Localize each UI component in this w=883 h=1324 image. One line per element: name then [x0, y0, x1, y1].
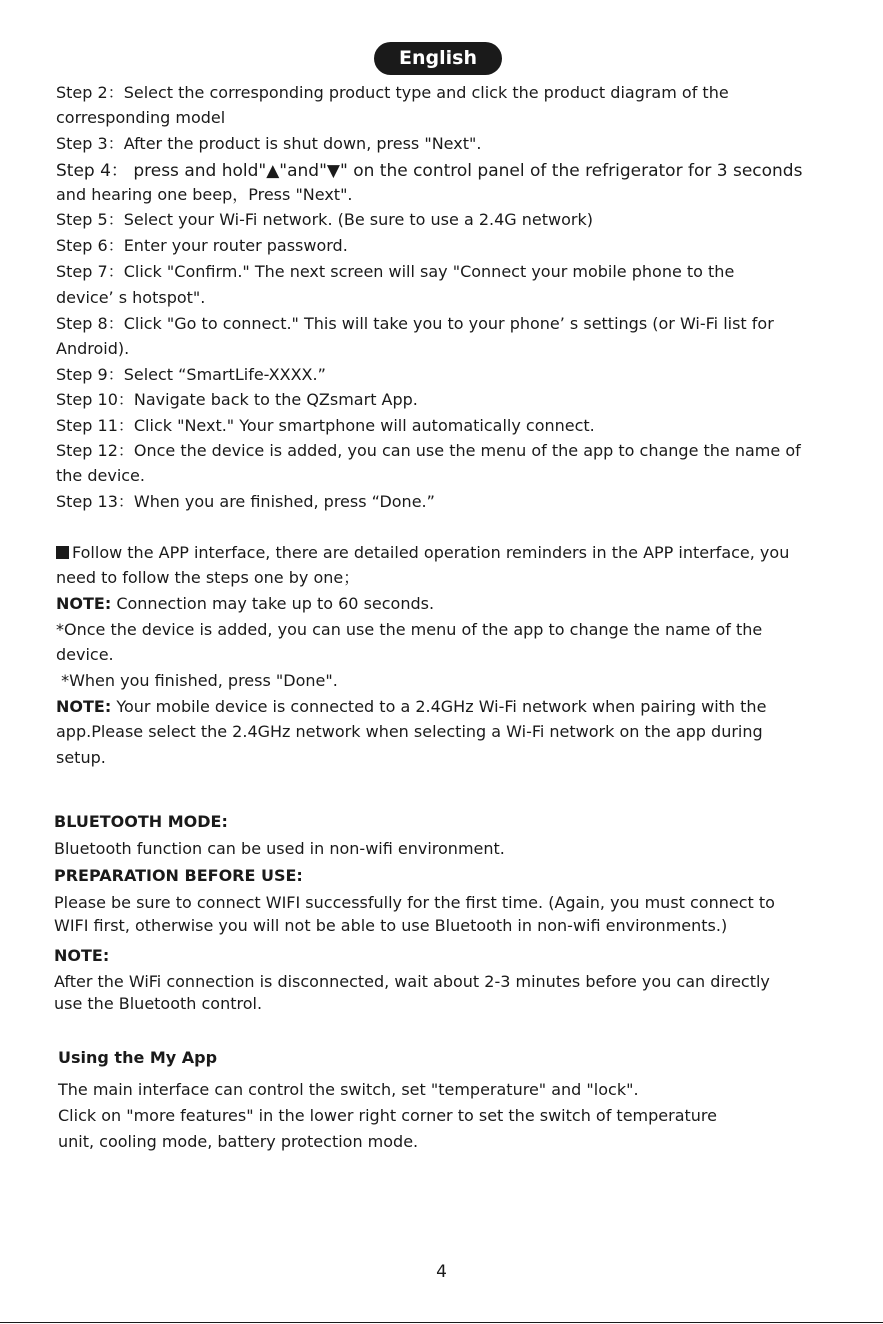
app-line-2: Click on "more features" in the lower right corner to set the switch of temperature — [58, 1106, 717, 1125]
note-network-line-1 — [56, 697, 766, 717]
bluetooth-line: Bluetooth function can be used in non-wifi environment. — [54, 839, 505, 858]
step-4-line-2: and hearing one beep，Press "Next". — [56, 185, 353, 204]
step-12-line-2: the device. — [56, 466, 145, 485]
step-2-line-1: Step 2：Select the corresponding product type and click the product diagram of the — [56, 83, 729, 102]
preparation-line-1: Please be sure to connect WIFI successfully for the first time. (Again, you must connect to — [54, 893, 775, 912]
note-label: NOTE: — [56, 594, 112, 613]
step-12-line-1: Step 12：Once the device is added, you can use the menu of the app to change the name of — [56, 441, 801, 460]
bluetooth-note-line-1: After the WiFi connection is disconnected, wait about 2-3 minutes before you can directly — [54, 972, 770, 991]
step-5-line: Step 5：Select your Wi-Fi network. (Be sure to use a 2.4G network) — [56, 210, 593, 229]
once-line-2: device. — [56, 645, 114, 664]
app-line-1: The main interface can control the switch, set "temperature" and "lock". — [58, 1080, 639, 1099]
language-badge: English — [374, 42, 502, 75]
when-finished-line: *When you finished, press "Done". — [56, 671, 338, 690]
note-label: NOTE: — [56, 697, 112, 716]
step-7-line-2: device’ s hotspot". — [56, 288, 206, 307]
step-8-line-1: Step 8：Click "Go to connect." This will take you to your phone’ s settings (or Wi-Fi list for — [56, 314, 774, 333]
bluetooth-note-heading: NOTE: — [54, 946, 110, 965]
app-line-3: unit, cooling mode, battery protection mode. — [58, 1132, 419, 1151]
bluetooth-note-line-2: use the Bluetooth control. — [54, 994, 263, 1013]
step-13-line: Step 13：When you are finished, press “Done.” — [56, 492, 435, 511]
note-text: Connection may take up to 60 seconds. — [111, 594, 435, 613]
step-11-line: Step 11：Click "Next." Your smartphone will automatically connect. — [56, 416, 595, 435]
square-bullet-icon — [56, 546, 69, 559]
follow-line-1 — [56, 543, 789, 563]
step-2-line-2: corresponding model — [56, 108, 226, 127]
page-number: 4 — [436, 1262, 447, 1282]
step-3-line: Step 3：After the product is shut down, press "Next". — [56, 134, 482, 153]
preparation-heading: PREPARATION BEFORE USE: — [54, 866, 303, 885]
step-10-line: Step 10：Navigate back to the QZsmart App. — [56, 390, 418, 409]
bottom-rule — [0, 1322, 883, 1323]
note-network-line-2: app.Please select the 2.4GHz network when selecting a Wi-Fi network on the app during — [56, 722, 763, 741]
follow-text: Follow the APP interface, there are detailed operation reminders in the APP interface, you — [72, 543, 790, 562]
follow-line-2: need to follow the steps one by one； — [56, 568, 360, 587]
note-connection-time — [56, 594, 434, 614]
step-8-line-2: Android). — [56, 339, 130, 358]
step-7-line-1: Step 7：Click "Confirm." The next screen will say "Connect your mobile phone to the — [56, 262, 735, 281]
note-text: Your mobile device is connected to a 2.4GHz Wi-Fi network when pairing with the — [111, 697, 767, 716]
once-line-1: *Once the device is added, you can use the menu of the app to change the name of the — [56, 620, 763, 639]
note-network-line-3: setup. — [56, 748, 106, 767]
preparation-line-2: WIFI first, otherwise you will not be able to use Bluetooth in non-wifi environments.) — [54, 916, 728, 935]
step-6-line: Step 6：Enter your router password. — [56, 236, 348, 255]
bluetooth-heading: BLUETOOTH MODE: — [54, 812, 228, 831]
app-heading: Using the My App — [58, 1048, 218, 1067]
step-4-line-1: Step 4： press and hold"▲"and"▼" on the control panel of the refrigerator for 3 seconds — [56, 161, 803, 181]
step-9-line: Step 9：Select “SmartLife-XXXX.” — [56, 365, 326, 384]
